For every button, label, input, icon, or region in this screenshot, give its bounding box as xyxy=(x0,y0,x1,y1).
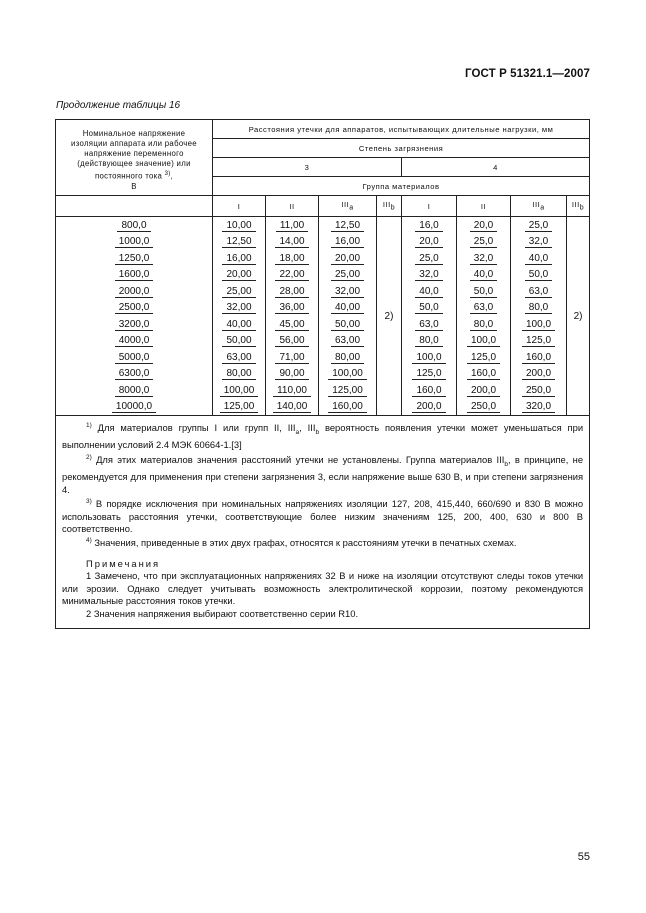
creepage-cell: 20,00 xyxy=(319,250,377,267)
creepage-cell: 100,0 xyxy=(402,349,457,366)
creepage-cell: 50,0 xyxy=(457,283,511,300)
voltage-cell: 5000,0 xyxy=(56,349,213,366)
creepage-cell: 71,00 xyxy=(266,349,319,366)
creepage-cell: 100,00 xyxy=(319,366,377,383)
creepage-cell: 12,50 xyxy=(319,217,377,234)
creepage-cell: 125,00 xyxy=(213,399,266,416)
creepage-cell: 140,00 xyxy=(266,399,319,416)
footnote-4: $^{4)}$ Значения, приведенные в этих двух графах, относятся к расстояниям утечки в печатных схемах. xyxy=(86,537,517,549)
creepage-cell: 80,00 xyxy=(213,366,266,383)
standard-designation: ГОСТ Р 51321.1—2007 xyxy=(465,68,590,80)
creepage-cell: 80,0 xyxy=(511,300,567,317)
pollution-level-3: 3 xyxy=(213,158,402,177)
creepage-cell: 90,00 xyxy=(266,366,319,383)
creepage-cell: 40,0 xyxy=(511,250,567,267)
creepage-cell: 32,0 xyxy=(402,267,457,284)
creepage-cell: 50,0 xyxy=(511,267,567,284)
creepage-cell: 125,0 xyxy=(402,366,457,383)
voltage-header-spacer xyxy=(56,196,213,217)
creepage-cell: 80,00 xyxy=(319,349,377,366)
note-2: 2 Значения напряжения выбирают соответственно серии R10. xyxy=(86,607,359,619)
note-1: 1 Замечено, что при эксплуатационных напряжениях 32 В и ниже на изоляции отсутствуют следы токов утечки или эрозии. Однако следует учитывать возможность электролитической коррозии, поэтому рекомендуются минимальные расстояния токов утечки. xyxy=(62,570,584,607)
creepage-cell: 63,00 xyxy=(213,349,266,366)
voltage-cell: 10000,0 xyxy=(56,399,213,416)
creepage-cell: 50,00 xyxy=(319,316,377,333)
creepage-cell: 80,0 xyxy=(402,333,457,350)
table-row xyxy=(56,399,590,416)
voltage-cell: 4000,0 xyxy=(56,333,213,350)
creepage-cell: 25,0 xyxy=(402,250,457,267)
creepage-cell: 16,00 xyxy=(213,250,266,267)
creepage-cell: 18,00 xyxy=(266,250,319,267)
voltage-cell: 1600,0 xyxy=(56,267,213,284)
creepage-cell: 160,0 xyxy=(511,349,567,366)
creepage-cell: 28,00 xyxy=(266,283,319,300)
material-group-1: I xyxy=(213,196,266,217)
pollution-degree-header: Степень загрязнения xyxy=(213,139,590,158)
material-group-8: IIIb xyxy=(567,196,590,217)
voltage-cell: 1000,0 xyxy=(56,234,213,251)
creepage-cell: 250,0 xyxy=(457,399,511,416)
creepage-cell: 25,0 xyxy=(511,217,567,234)
creepage-cell: 20,0 xyxy=(402,234,457,251)
creepage-cell: 50,0 xyxy=(402,300,457,317)
table-footnotes xyxy=(56,416,590,629)
creepage-cell: 25,00 xyxy=(319,267,377,284)
creepage-cell: 63,0 xyxy=(511,283,567,300)
creepage-cell: 10,00 xyxy=(213,217,266,234)
note-mark-cell: 2) xyxy=(567,217,590,416)
footnote-3: $^{3)}$ В порядке исключения при номинальных напряжениях изоляции 127, 208, 415,440, 660/690 и 830 В можно использовать расстояния утечки, соответствующие более низким значениям 125, 200, 400, 630 и 800 В соответственно. xyxy=(62,498,584,534)
creepage-cell: 16,0 xyxy=(402,217,457,234)
footnote-1: $^{1)}$ Для материалов группы I или групп II, $III_a$, $III_b$ вероятность появления утечки может уменьшаться при выполнении условий 2.4 МЭК 60664-1.[3] xyxy=(62,422,584,451)
creepage-cell: 160,0 xyxy=(402,382,457,399)
creepage-cell: 56,00 xyxy=(266,333,319,350)
creepage-table xyxy=(55,119,590,629)
creepage-cell: 160,00 xyxy=(319,399,377,416)
material-group-4: IIIb xyxy=(377,196,402,217)
voltage-cell: 3200,0 xyxy=(56,316,213,333)
material-group-6: II xyxy=(457,196,511,217)
creepage-cell: 20,00 xyxy=(213,267,266,284)
creepage-cell: 100,0 xyxy=(511,316,567,333)
table-row xyxy=(56,217,590,234)
table-row xyxy=(56,300,590,317)
creepage-cell: 45,00 xyxy=(266,316,319,333)
creepage-cell: 125,0 xyxy=(457,349,511,366)
material-group-3: IIIa xyxy=(319,196,377,217)
table-row xyxy=(56,349,590,366)
creepage-cell: 63,0 xyxy=(457,300,511,317)
voltage-cell: 1250,0 xyxy=(56,250,213,267)
creepage-cell: 200,0 xyxy=(457,382,511,399)
creepage-cell: 200,0 xyxy=(402,399,457,416)
creepage-cell: 36,00 xyxy=(266,300,319,317)
creepage-cell: 25,0 xyxy=(457,234,511,251)
creepage-cell: 40,00 xyxy=(319,300,377,317)
creepage-cell: 100,00 xyxy=(213,382,266,399)
creepage-cell: 63,0 xyxy=(402,316,457,333)
creepage-cell: 12,50 xyxy=(213,234,266,251)
page-number: 55 xyxy=(577,851,590,863)
table-row xyxy=(56,366,590,383)
creepage-cell: 14,00 xyxy=(266,234,319,251)
creepage-cell: 40,0 xyxy=(402,283,457,300)
creepage-cell: 40,0 xyxy=(457,267,511,284)
creepage-cell: 11,00 xyxy=(266,217,319,234)
creepage-header: Расстояния утечки для аппаратов, испытывающих длительные нагрузки, мм xyxy=(213,120,590,139)
table-row xyxy=(56,283,590,300)
creepage-cell: 80,0 xyxy=(457,316,511,333)
note-mark-cell: 2) xyxy=(377,217,402,416)
material-group-5: I xyxy=(402,196,457,217)
creepage-cell: 16,00 xyxy=(319,234,377,251)
creepage-cell: 320,0 xyxy=(511,399,567,416)
material-group-2: II xyxy=(266,196,319,217)
voltage-cell: 8000,0 xyxy=(56,382,213,399)
voltage-cell: 2500,0 xyxy=(56,300,213,317)
table-row xyxy=(56,382,590,399)
creepage-cell: 110,00 xyxy=(266,382,319,399)
creepage-cell: 40,00 xyxy=(213,316,266,333)
creepage-cell: 200,0 xyxy=(511,366,567,383)
voltage-cell: 6300,0 xyxy=(56,366,213,383)
table-row xyxy=(56,316,590,333)
table-row xyxy=(56,250,590,267)
creepage-cell: 20,0 xyxy=(457,217,511,234)
creepage-cell: 100,0 xyxy=(457,333,511,350)
creepage-cell: 25,00 xyxy=(213,283,266,300)
table-caption: Продолжение таблицы 16 xyxy=(56,100,181,111)
creepage-cell: 32,0 xyxy=(511,234,567,251)
material-group-7: IIIa xyxy=(511,196,567,217)
voltage-cell: 800,0 xyxy=(56,217,213,234)
notes-title: Примечания xyxy=(86,557,161,569)
table-row xyxy=(56,267,590,284)
creepage-cell: 63,00 xyxy=(319,333,377,350)
creepage-cell: 32,0 xyxy=(457,250,511,267)
creepage-cell: 32,00 xyxy=(319,283,377,300)
creepage-cell: 160,0 xyxy=(457,366,511,383)
creepage-cell: 32,00 xyxy=(213,300,266,317)
table-row xyxy=(56,333,590,350)
material-group-header: Группа материалов xyxy=(213,177,590,196)
voltage-cell: 2000,0 xyxy=(56,283,213,300)
pollution-level-4: 4 xyxy=(402,158,590,177)
creepage-cell: 250,0 xyxy=(511,382,567,399)
creepage-cell: 125,0 xyxy=(511,333,567,350)
creepage-cell: 125,00 xyxy=(319,382,377,399)
footnote-2: $^{2)}$ Для этих материалов значения расстояний утечки не установлены. Группа материалов $III_b$, в принципе, не рекомендуется для применения при степени загрязнения 3, если напряжение выше 630 В, и при степени загрязнения 4. xyxy=(62,453,584,495)
table-row xyxy=(56,234,590,251)
voltage-column-header: Номинальное напряжение изоляции аппарата или рабочее напряжение переменного (действующее значение) или постоянного тока $^{3)}$, В xyxy=(56,120,213,196)
creepage-cell: 22,00 xyxy=(266,267,319,284)
creepage-cell: 50,00 xyxy=(213,333,266,350)
